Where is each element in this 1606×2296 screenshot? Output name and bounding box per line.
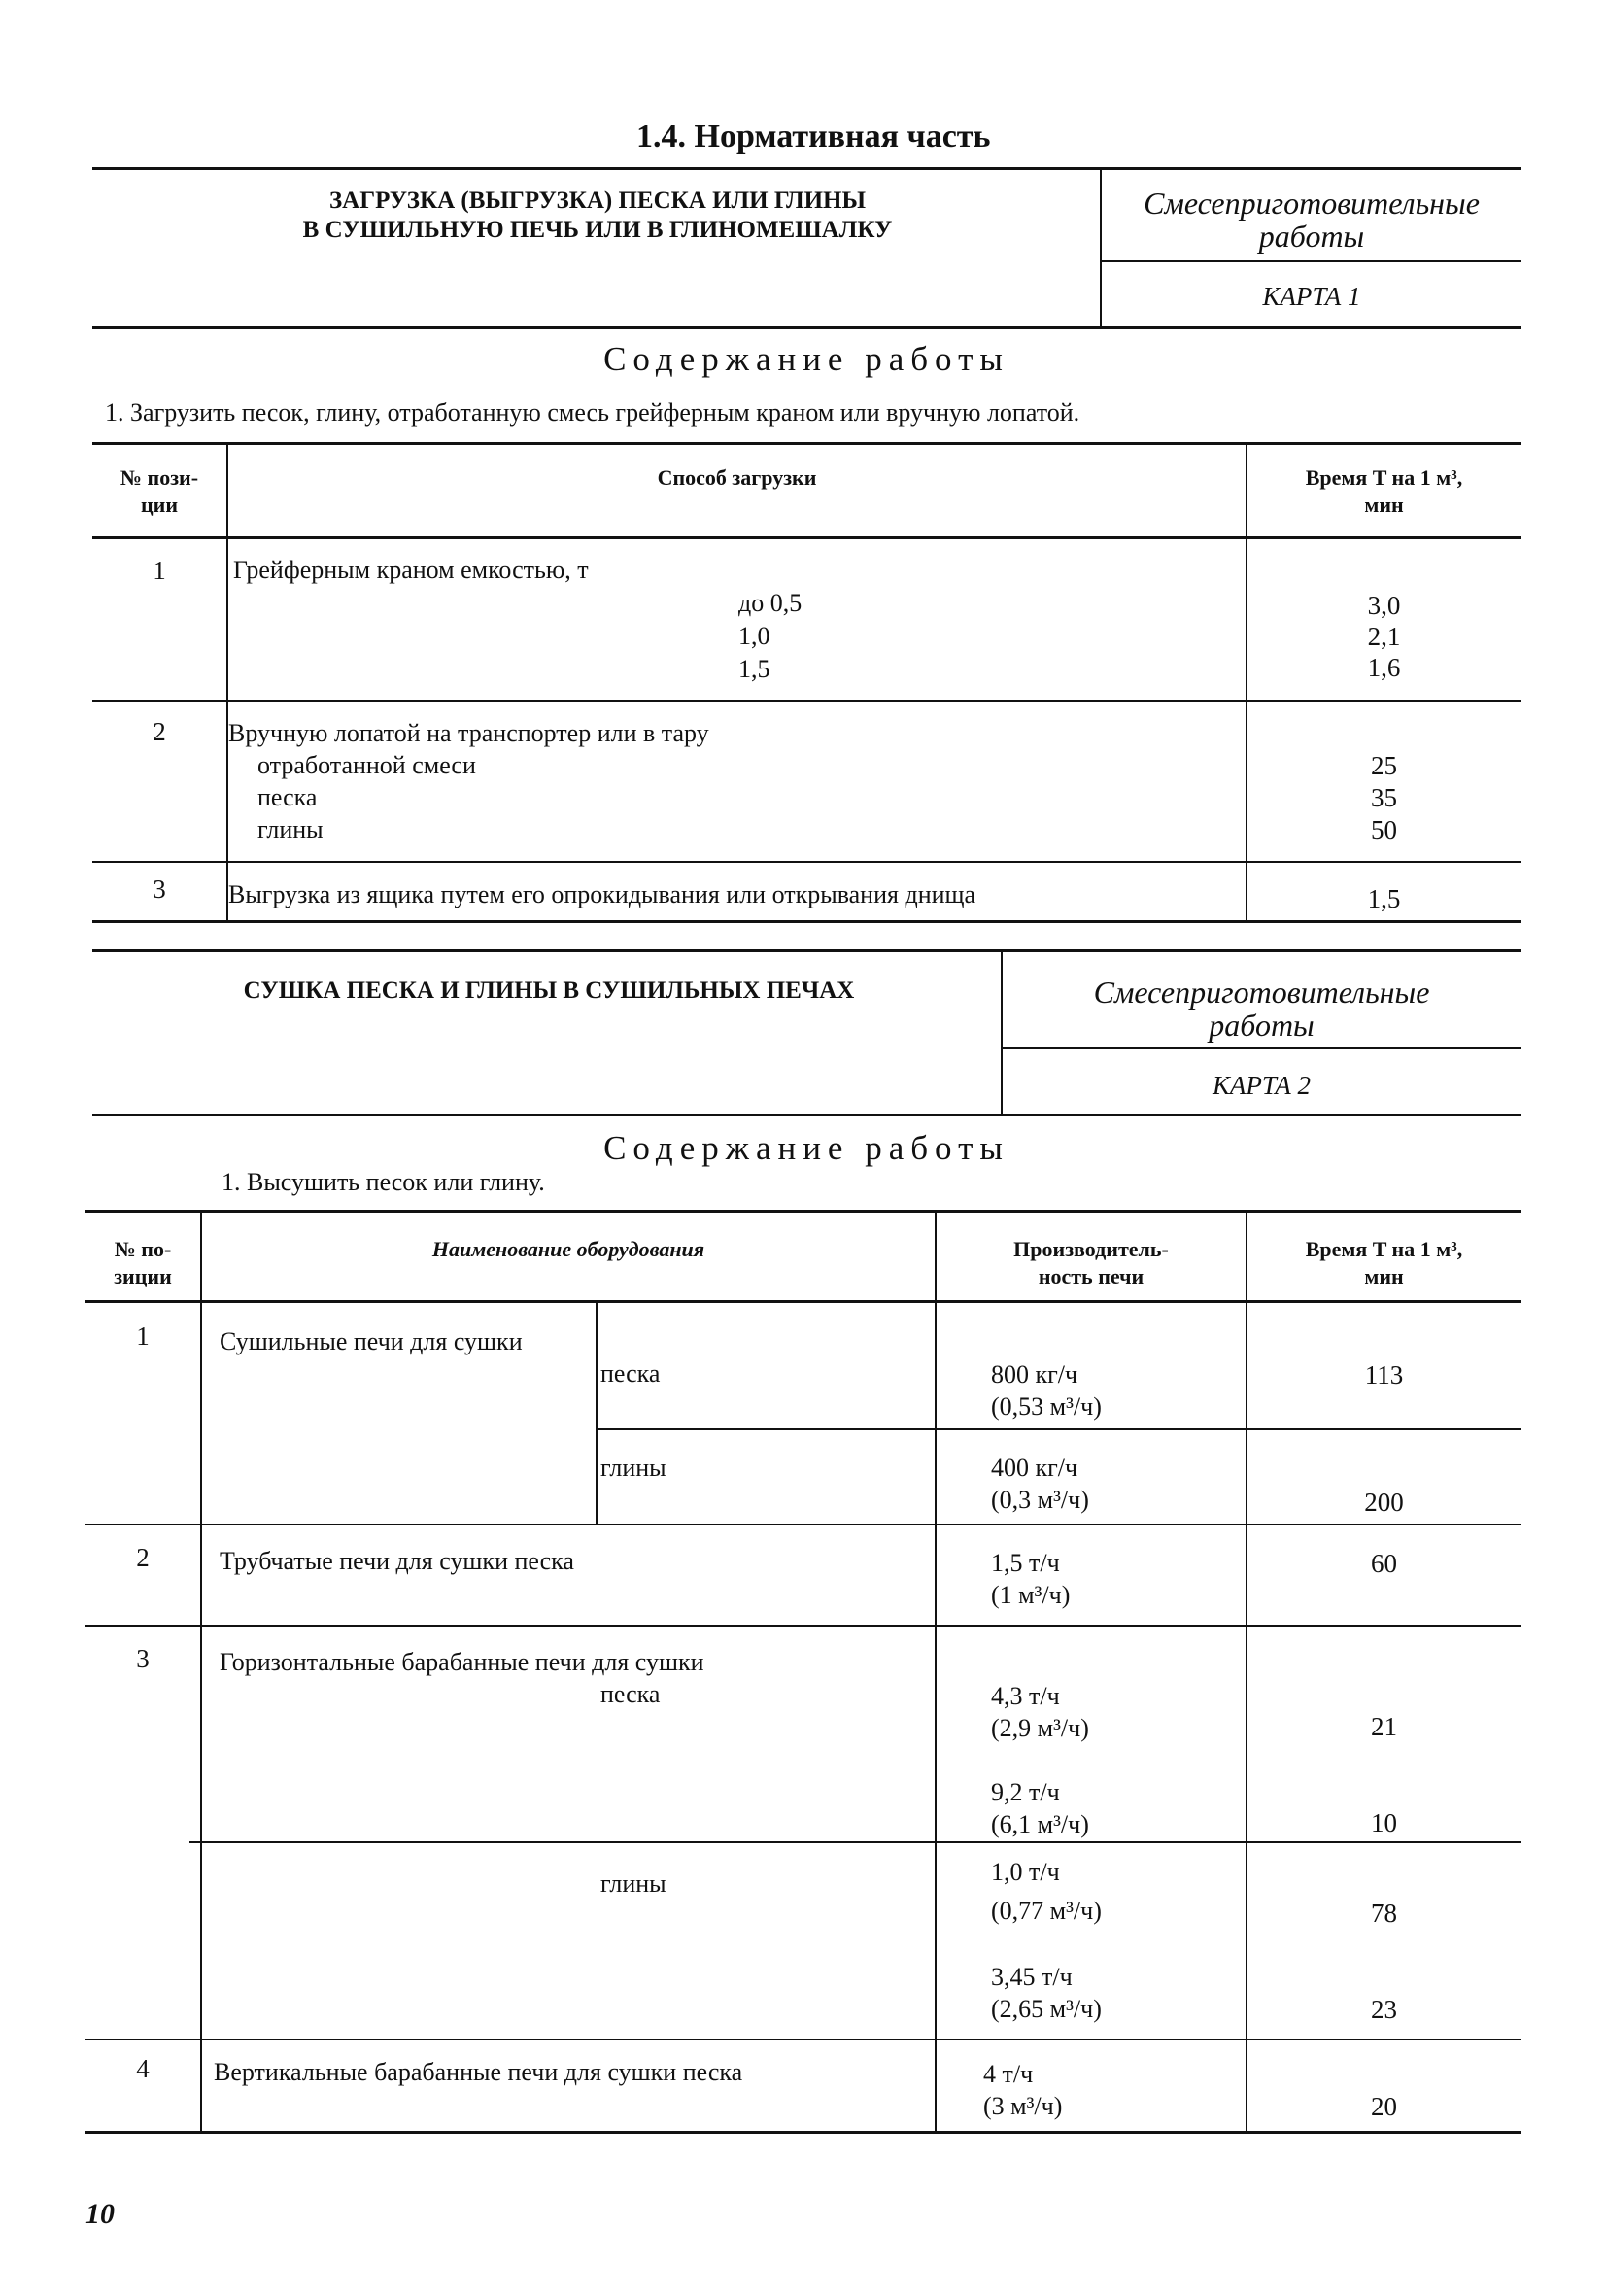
col-time-header: Время T на 1 м³, мин — [1305, 1237, 1463, 1288]
table-row-performance: 800 кг/ч — [991, 1360, 1078, 1388]
table-row-value: 50 — [1371, 815, 1397, 844]
table-row-performance: 4 т/ч — [983, 2060, 1034, 2088]
card1-category: Смесеприготовительные работы — [1144, 186, 1480, 254]
card1-label: КАРТА 1 — [1262, 282, 1361, 311]
col-performance-header: Производитель- ность печи — [1013, 1237, 1169, 1288]
table-row-pos: 3 — [136, 1644, 150, 1673]
table-row-pos: 4 — [136, 2054, 150, 2083]
table-row-performance: (0,53 м³/ч) — [991, 1392, 1102, 1421]
table-row-performance: (0,3 м³/ч) — [991, 1486, 1089, 1514]
card2-label: КАРТА 2 — [1213, 1071, 1311, 1100]
table-row-item: глины — [257, 815, 324, 843]
table-row-title: Выгрузка из ящика путем его опрокидывания или открывания днища — [228, 880, 976, 908]
table-row-item: 1,0 — [738, 622, 770, 650]
table-row-time: 23 — [1371, 1995, 1397, 2024]
table-row-title: Грейферным краном емкостью, т — [233, 556, 589, 584]
table-row-item: отработанной смеси — [257, 751, 476, 779]
card1-content-text: 1. Загрузить песок, глину, отработанную смесь грейферным краном или вручную лопатой. — [105, 398, 1080, 427]
table-row-performance: 400 кг/ч — [991, 1454, 1078, 1482]
table-row-material: глины — [600, 1454, 666, 1482]
table-row-performance: (0,77 м³/ч) — [991, 1897, 1102, 1925]
table-row-value: 1,6 — [1367, 653, 1401, 682]
table-row-pos: 2 — [136, 1543, 150, 1572]
card1-content-heading: Содержание работы — [603, 340, 1009, 378]
table-row-pos: 2 — [153, 717, 166, 746]
table-row-time: 20 — [1371, 2092, 1397, 2121]
table-row-value: 3,0 — [1367, 591, 1401, 620]
table-row-name: Горизонтальные барабанные печи для сушки — [220, 1648, 704, 1676]
table-row-name: Сушильные печи для сушки — [220, 1327, 523, 1355]
table-row-material: песка — [600, 1359, 661, 1388]
table-row-performance: (6,1 м³/ч) — [991, 1810, 1089, 1838]
table-row-time: 200 — [1364, 1488, 1404, 1517]
table-row-material: глины — [600, 1869, 666, 1898]
table-row-value: 1,5 — [1367, 884, 1401, 913]
table-row-name: Трубчатые печи для сушки песка — [220, 1547, 574, 1575]
card2-category: Смесеприготовительные работы — [1093, 975, 1430, 1043]
table-row-performance: 1,0 т/ч — [991, 1858, 1060, 1886]
table-row-value: 2,1 — [1367, 622, 1401, 651]
col-equipment-header: Наименование оборудования — [431, 1237, 705, 1261]
table-row-performance: 1,5 т/ч — [991, 1549, 1060, 1577]
table-row-performance: (2,9 м³/ч) — [991, 1714, 1089, 1742]
table-row-pos: 1 — [153, 556, 166, 585]
table-row-time: 21 — [1371, 1712, 1397, 1741]
table-row-item: 1,5 — [738, 655, 770, 683]
table-row-performance: (2,65 м³/ч) — [991, 1995, 1102, 2023]
card2-title: СУШКА ПЕСКА И ГЛИНЫ В СУШИЛЬНЫХ ПЕЧАХ — [243, 977, 855, 1004]
card2-content-heading: Содержание работы — [603, 1129, 1009, 1167]
col-position-header: № пози- ции — [120, 465, 199, 517]
table-row-material: песка — [600, 1680, 661, 1708]
table-row-time: 60 — [1371, 1549, 1397, 1578]
page-number: 10 — [85, 2198, 115, 2230]
table-row-performance: 3,45 т/ч — [991, 1963, 1073, 1991]
table-row-performance: (1 м³/ч) — [991, 1581, 1071, 1609]
col-time-header: Время T на 1 м³, мин — [1305, 465, 1463, 517]
table-row-item: песка — [257, 783, 318, 811]
table-row-value: 35 — [1371, 783, 1397, 812]
table-row-performance: 9,2 т/ч — [991, 1778, 1060, 1806]
table-row-value: 25 — [1371, 751, 1397, 780]
table-row-pos: 1 — [136, 1321, 150, 1351]
table-row-performance: (3 м³/ч) — [983, 2092, 1063, 2120]
divider — [92, 167, 1521, 170]
table-row-performance: 4,3 т/ч — [991, 1682, 1060, 1710]
table-row-item: до 0,5 — [738, 589, 803, 617]
col-position-header: № по- зиции — [114, 1237, 172, 1288]
table-row-time: 78 — [1371, 1899, 1397, 1928]
card2-content-text: 1. Высушить песок или глину. — [222, 1168, 545, 1196]
section-title: 1.4. Нормативная часть — [636, 119, 991, 154]
table-row-title: Вручную лопатой на транспортер или в тару — [228, 719, 709, 747]
table-row-time: 113 — [1364, 1360, 1404, 1389]
table-row-name: Вертикальные барабанные печи для сушки песка — [214, 2058, 743, 2086]
table-row-time: 10 — [1371, 1808, 1397, 1837]
table-row-pos: 3 — [153, 874, 166, 904]
col-method-header: Способ загрузки — [657, 465, 817, 490]
card1-title: ЗАГРУЗКА (ВЫГРУЗКА) ПЕСКА ИЛИ ГЛИНЫ В СУШИЛЬНУЮ ПЕЧЬ ИЛИ В ГЛИНОМЕШАЛКУ — [302, 188, 893, 243]
